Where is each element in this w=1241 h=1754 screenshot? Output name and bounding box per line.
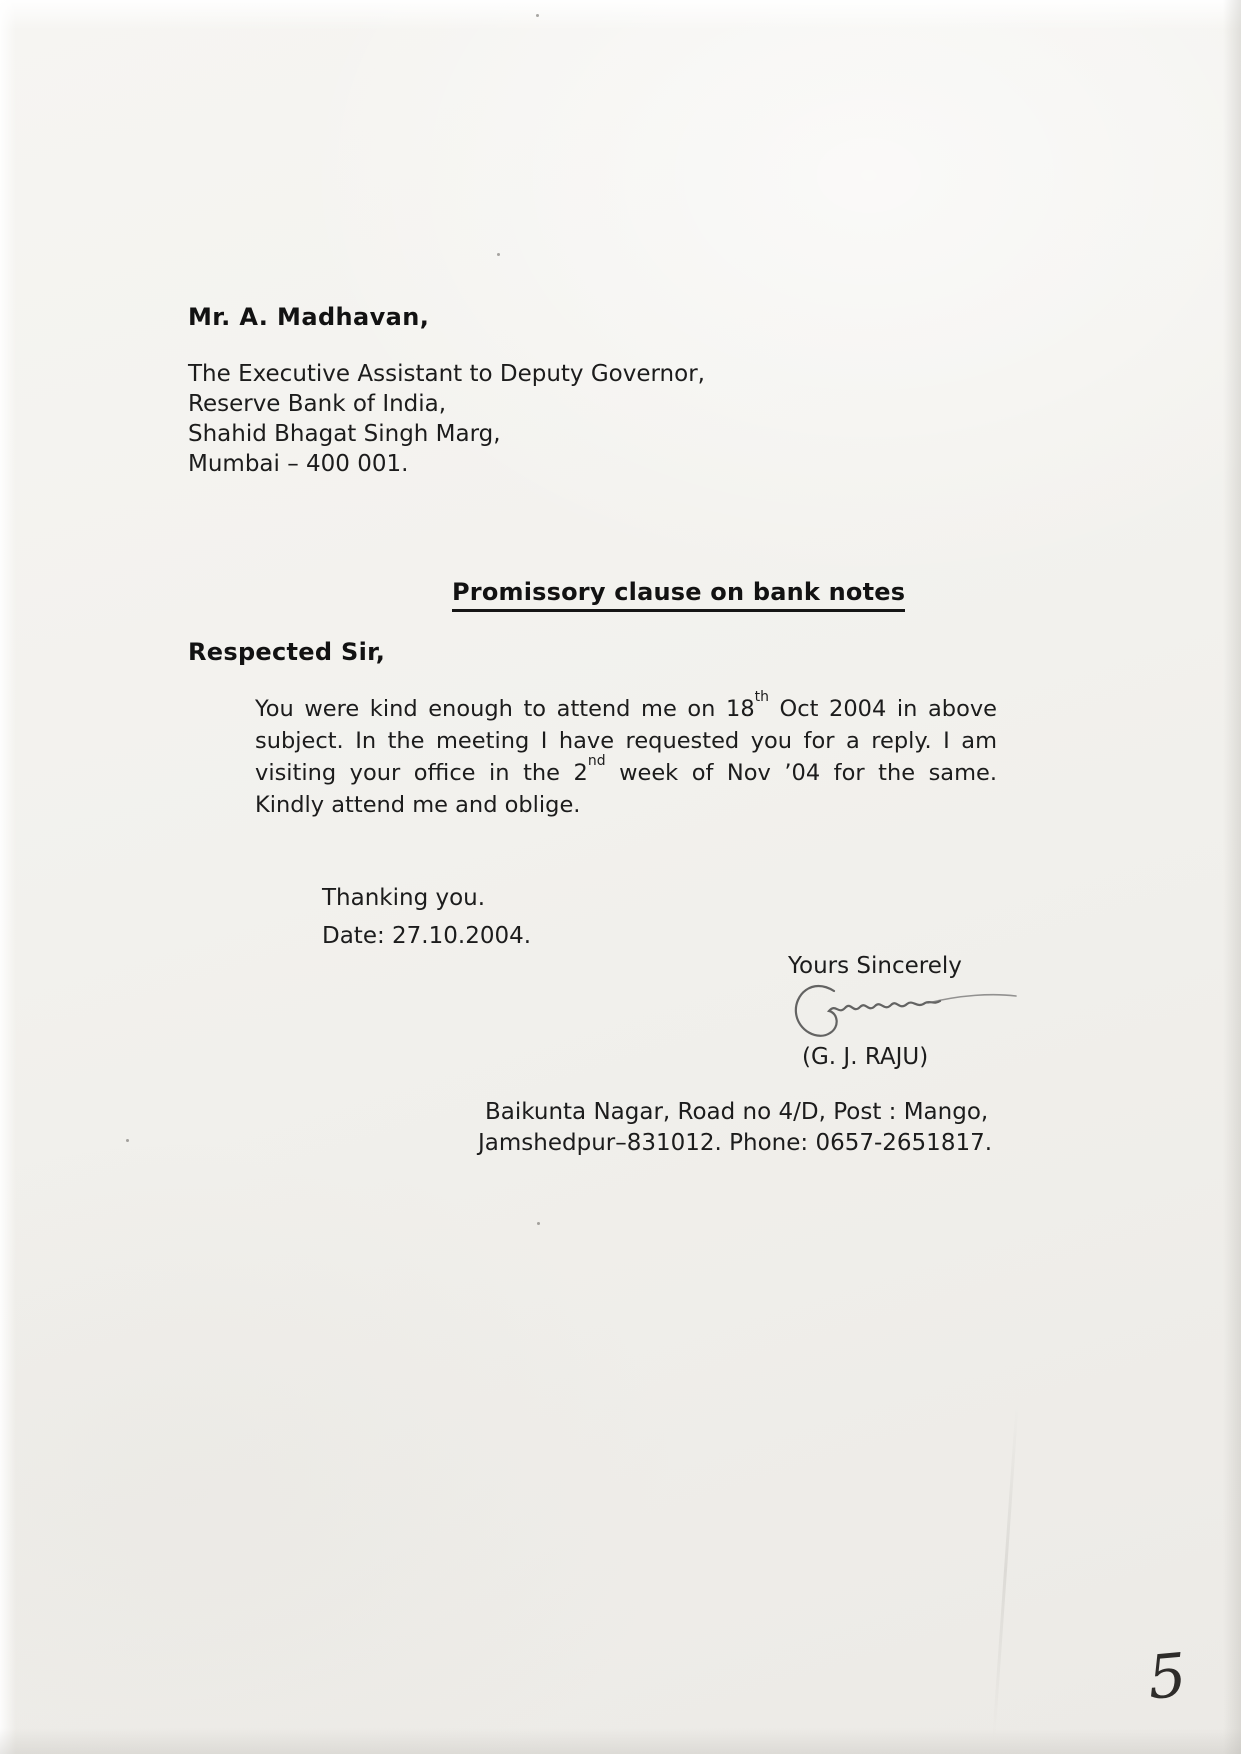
scan-speck (126, 1139, 129, 1142)
paper-crease (992, 1400, 1019, 1739)
paper-edge-left (0, 0, 16, 1754)
body-line-4: Kindly attend me and oblige. (255, 792, 581, 818)
recipient-block (188, 303, 705, 479)
valediction: Yours Sincerely (788, 953, 962, 979)
thanking-you-line: Thanking you. (322, 885, 486, 911)
salutation: Respected Sir, (188, 638, 386, 666)
ordinal-superscript: th (754, 688, 769, 705)
body-line-1-text-b: Oct 2004 in above (768, 696, 997, 722)
recipient-address-line-4: Mumbai – 400 001. (188, 451, 409, 477)
ordinal-superscript: nd (587, 752, 606, 769)
paper-edge-right (1223, 0, 1241, 1754)
recipient-name: Mr. A. Madhavan, (188, 303, 430, 331)
scan-speck (536, 14, 539, 17)
body-line-1 (255, 688, 997, 725)
sender-address-line-1: Baikunta Nagar, Road no 4/D, Post : Mango, (485, 1099, 989, 1125)
body-line-2: subject. In the meeting I have requested you for a reply. I am (255, 728, 997, 754)
recipient-address-line-1: The Executive Assistant to Deputy Governor, (188, 361, 705, 387)
date-line: Date: 27.10.2004. (322, 923, 532, 949)
subject-heading: Promissory clause on bank notes (452, 578, 905, 612)
signature (788, 975, 1018, 1041)
paper-edge-bottom (0, 1728, 1241, 1754)
scan-speck (497, 253, 500, 256)
signatory-name: (G. J. RAJU) (802, 1044, 929, 1070)
sender-address (478, 1097, 992, 1159)
letter-body (255, 688, 997, 821)
body-line-3 (255, 752, 997, 789)
recipient-address-line-3: Shahid Bhagat Singh Marg, (188, 421, 501, 447)
handwritten-page-number: 5 (1145, 1640, 1190, 1714)
body-line-1-text: You were kind enough to attend me on 18 (255, 696, 755, 722)
scan-speck (537, 1222, 540, 1225)
sender-address-line-2: Jamshedpur–831012. Phone: 0657-2651817. (478, 1130, 993, 1156)
body-line-3-text-b: week of Nov ’04 for the same. (605, 760, 997, 786)
recipient-address-line-2: Reserve Bank of India, (188, 391, 447, 417)
paper-edge-top (0, 0, 1241, 30)
body-line-3-text: visiting your office in the 2 (255, 760, 588, 786)
